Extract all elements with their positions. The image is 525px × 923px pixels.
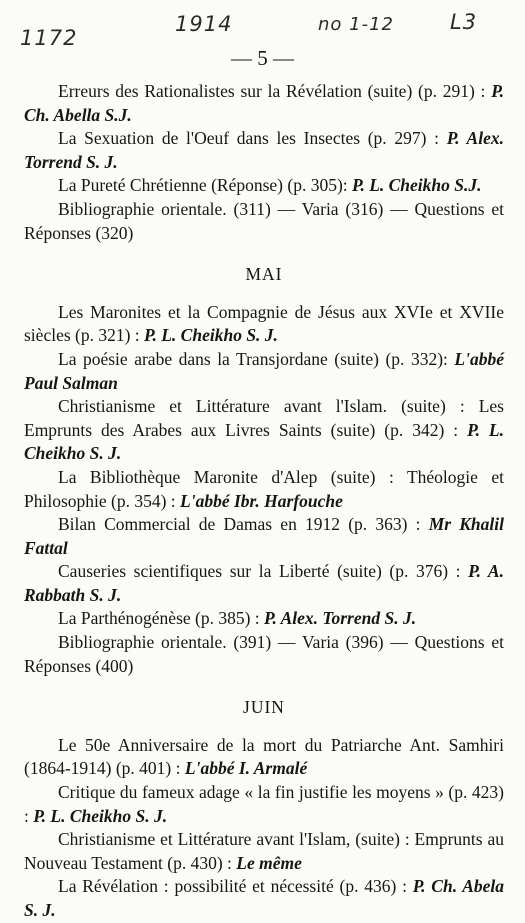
- entry-author: Mr Khalil Fattal: [24, 514, 504, 558]
- entry-title: La Bibliothèque Maronite d'Alep (suite) : Théologie et Philosophie (p. 354) :: [24, 466, 504, 511]
- toc-entry: [24, 348, 504, 395]
- handwritten-annotation-left: 1172: [20, 26, 78, 50]
- toc-entry: [24, 127, 504, 174]
- handwritten-annotation-right: L3: [450, 10, 478, 34]
- entry-author: P. L. Cheikho S. J.: [33, 805, 168, 826]
- page-number: — 5 —: [231, 46, 294, 70]
- entry-title: Christianisme et Littérature avant l'Islam. (suite) : Les Emprunts des Arabes aux Livres Saints (suite) (p. 342) :: [24, 396, 504, 440]
- toc-entry: [24, 513, 504, 560]
- toc-entry: [24, 781, 504, 828]
- toc-entry: [24, 198, 504, 245]
- handwritten-annotation-middle: 1914: [175, 12, 233, 36]
- entry-author: P. L. Cheikho S.J.: [352, 175, 482, 196]
- section-heading-juin: JUIN: [243, 697, 285, 718]
- entry-author: P. L. Cheikho S. J.: [24, 419, 504, 464]
- toc-entry: [24, 395, 504, 466]
- toc-entry: [24, 174, 504, 198]
- entry-author: P. A. Rabbath S. J.: [24, 561, 504, 605]
- entry-title: La Sexuation de l'Oeuf dans les Insectes (p. 297) :: [58, 128, 447, 149]
- toc-entry: [24, 828, 504, 875]
- entry-author: P. Alex. Torrend S. J.: [24, 128, 504, 172]
- section-heading-mai: MAI: [245, 264, 283, 285]
- toc-entry: [24, 631, 504, 678]
- entry-title: Bibliographie orientale. (391) — Varia (396) — Questions et Réponses (400): [24, 632, 504, 676]
- entry-author: P. Alex. Torrend S. J.: [264, 608, 417, 629]
- entry-title: La Parthénogénèse (p. 385) :: [58, 608, 265, 629]
- entry-title: Bibliographie orientale. (311) — Varia (316) — Questions et Réponses (320): [24, 198, 504, 243]
- toc-entry: [24, 875, 504, 922]
- entry-title: Critique du fameux adage « la fin justifie les moyens » (p. 423) :: [24, 782, 504, 826]
- entry-title: La Pureté Chrétienne (Réponse) (p. 305):: [58, 175, 353, 196]
- entry-title: Bilan Commercial de Damas en 1912 (p. 363) :: [58, 514, 429, 535]
- entry-author: P. Ch. Abella S.J.: [24, 81, 504, 125]
- entry-author: L'abbé I. Armalé: [184, 758, 308, 779]
- entry-title: La poésie arabe dans la Transjordane (suite) (p. 332):: [58, 348, 455, 369]
- entry-author: P. L. Cheikho S. J.: [144, 325, 278, 346]
- entry-title: Les Maronites et la Compagnie de Jésus aux XVIe et XVIIe siècles (p. 321) :: [24, 301, 504, 346]
- table-of-contents: [24, 80, 504, 923]
- toc-entry: [24, 80, 504, 127]
- entry-author: L'abbé Paul Salman: [24, 348, 504, 393]
- entry-title: Causeries scientifiques sur la Liberté (suite) (p. 376) :: [58, 561, 469, 582]
- entry-title: Christianisme et Littérature avant l'Islam, (suite) : Emprunts au Nouveau Testament (p. 430) :: [24, 829, 504, 873]
- toc-entry: [24, 301, 504, 348]
- toc-entry: [24, 734, 504, 781]
- toc-entry: [24, 607, 504, 631]
- entry-title: Erreurs des Rationalistes sur la Révélation (suite) (p. 291) :: [58, 81, 492, 101]
- entry-title: La Révélation : possibilité et nécessité (p. 436) :: [58, 876, 413, 897]
- entry-author: Le même: [236, 852, 302, 873]
- handwritten-annotation-right-middle: no 1-12: [318, 14, 394, 35]
- entry-title: Le 50e Anniversaire de la mort du Patriarche Ant. Samhiri (1864-1914) (p. 401) :: [24, 734, 504, 779]
- toc-entry: [24, 466, 504, 513]
- toc-entry: [24, 560, 504, 607]
- entry-author: L'abbé Ibr. Harfouche: [180, 490, 343, 511]
- entry-author: P. Ch. Abela S. J.: [24, 876, 505, 920]
